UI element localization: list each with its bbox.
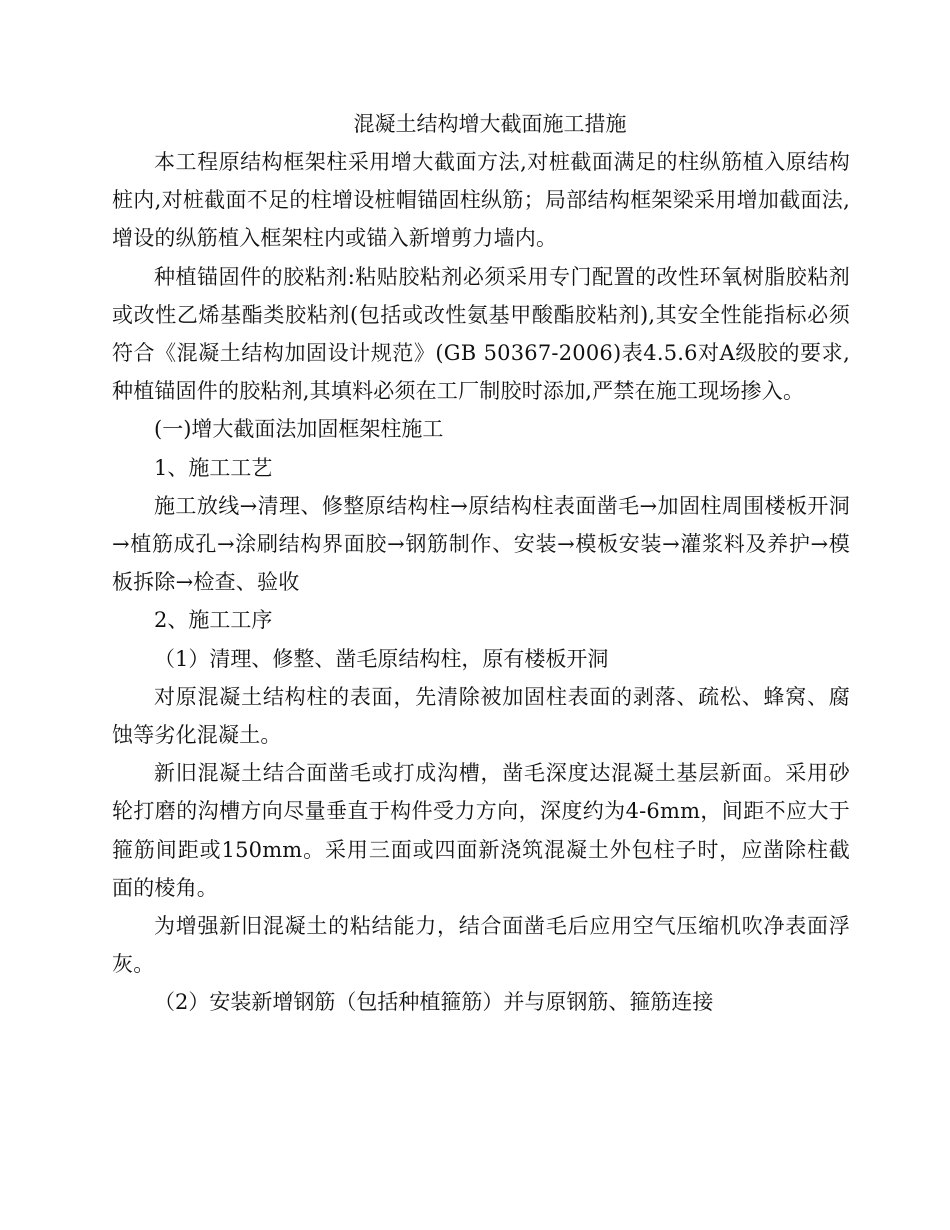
section-heading-column-reinforcement: (一)增大截面法加固框架柱施工 [154, 417, 444, 442]
paragraph-process-flow: 施工放线→清理、修整原结构柱→原结构柱表面凿毛→加固柱周围楼板开洞→植筋成孔→涂刷结构界面胶→钢筋制作、安装→模板安装→灌浆料及养护→模板拆除→检查、验收 [112, 493, 850, 595]
document-title: 混凝土结构增大截面施工措施 [353, 112, 627, 136]
paragraph-dust-removal: 为增强新旧混凝土的粘结能力，结合面凿毛后应用空气压缩机吹净表面浮灰。 [112, 914, 850, 977]
document-page [112, 105, 850, 1022]
subheading-procedure: 2、施工工序 [154, 608, 273, 633]
paragraph-structure-overview: 本工程原结构框架柱采用增大截面方法,对桩截面满足的柱纵筋植入原结构桩内,对桩截面不足的柱增设桩帽锚固柱纵筋；局部结构框架梁采用增加截面法,增设的纵筋植入框架柱内或锚入新增剪力墙内。 [112, 150, 850, 251]
step-heading-2: （2）安装新增钢筋（包括种植箍筋）并与原钢筋、箍筋连接 [154, 990, 714, 1015]
step-heading-1: （1）清理、修整、凿毛原结构柱，原有楼板开洞 [154, 646, 609, 671]
paragraph-surface-cleaning: 对原混凝土结构柱的表面，先清除被加固柱表面的剥落、疏松、蜂窝、腐蚀等劣化混凝土。 [112, 684, 850, 748]
paragraph-roughening: 新旧混凝土结合面凿毛或打成沟槽，凿毛深度达混凝土基层新面。采用砂轮打磨的沟槽方向尽量垂直于构件受力方向，深度约为4-6mm，间距不应大于箍筋间距或150mm。采用三面或四面新浇筑混凝土外包柱子时，应凿除柱截面的棱角。 [112, 761, 850, 900]
paragraph-adhesive-requirements: 种植锚固件的胶粘剂:粘贴胶粘剂必须采用专门配置的改性环氧树脂胶粘剂或改性乙烯基酯类胶粘剂(包括或改性氨基甲酸酯胶粘剂),其安全性能指标必须符合《混凝土结构加固设计规范》(GB 50367-2006)表4.5.6对A级胶的要求,种植锚固件的胶粘剂,其填料必须在工厂制胶时添加,严禁在施工现场掺入。 [112, 264, 850, 404]
subheading-process: 1、施工工艺 [154, 455, 273, 480]
